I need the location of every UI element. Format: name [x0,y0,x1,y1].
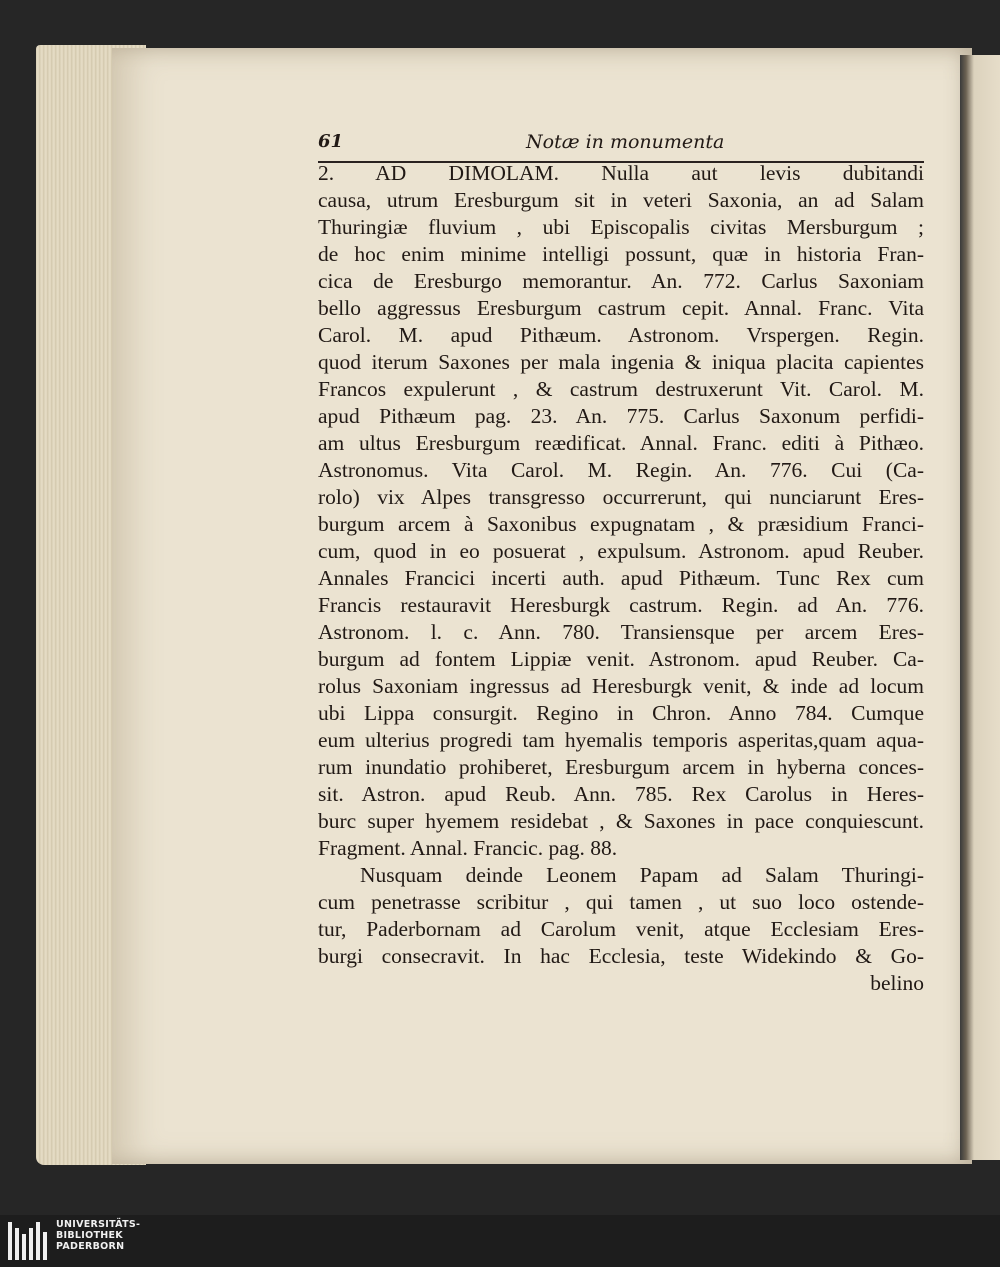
text-line: burc super hyemem residebat , & Saxones in pace conquiescunt. [318,809,924,833]
footer-bar [0,1215,1000,1267]
body-text [318,160,924,997]
facing-page-edge [960,55,1000,1160]
text-line: 2. AD DIMOLAM. Nulla aut levis dubitandi [318,161,924,185]
text-line: Annales Francici incerti auth. apud Pithæum. Tunc Rex cum [318,566,924,590]
text-line: Astronomus. Vita Carol. M. Regin. An. 776. Cui (Ca- [318,458,924,482]
page-number: 61 [318,131,344,152]
text-line: tur, Paderbornam ad Carolum venit, atque Ecclesiam Eres- [318,917,924,941]
text-line: apud Pithæum pag. 23. An. 775. Carlus Saxonum perfidi- [318,404,924,428]
text-line: eum ulterius progredi tam hyemalis temporis asperitas,quam aqua- [318,728,924,752]
logo-line: UNIVERSITÄTS- [56,1219,141,1230]
running-head: Notæ in monumenta [526,131,725,153]
text-line: Nusquam deinde Leonem Papam ad Salam Thuringi- [360,863,924,887]
text-line: causa, utrum Eresburgum sit in veteri Saxonia, an ad Salam [318,188,924,212]
text-line: ubi Lippa consurgit. Regino in Chron. Anno 784. Cumque [318,701,924,725]
text-line: Fragment. Annal. Francic. pag. 88. [318,836,618,860]
text-line: Thuringiæ fluvium , ubi Episcopalis civitas Mersburgum ; [318,215,924,239]
library-logo-text [56,1219,140,1252]
text-line: cum penetrasse scribitur , qui tamen , ut suo loco ostende- [318,890,924,914]
text-line: bello aggressus Eresburgum castrum cepit. Annal. Franc. Vita [318,296,924,320]
text-line: cum, quod in eo posuerat , expulsum. Astronom. apud Reuber. [318,539,924,563]
catchword: belino [870,971,924,995]
logo-line: BIBLIOTHEK [56,1230,123,1241]
text-line: quod iterum Saxones per mala ingenia & iniqua placita capientes [318,350,924,374]
text-line: de hoc enim minime intelligi possunt, quæ in historia Fran- [318,242,924,266]
text-line: cica de Eresburgo memorantur. An. 772. Carlus Saxoniam [318,269,924,293]
text-line: Francis restauravit Heresburgk castrum. Regin. ad An. 776. [318,593,924,617]
text-line: rum inundatio prohiberet, Eresburgum arcem in hyberna conces- [318,755,924,779]
text-line: rolo) vix Alpes transgresso occurrerunt, qui nunciarunt Eres- [318,485,924,509]
text-line: Francos expulerunt , & castrum destruxerunt Vit. Carol. M. [318,377,924,401]
text-line: rolus Saxoniam ingressus ad Heresburgk venit, & inde ad locum [318,674,924,698]
logo-line: PADERBORN [56,1241,125,1252]
text-line: burgum ad fontem Lippiæ venit. Astronom. apud Reuber. Ca- [318,647,924,671]
text-line: sit. Astron. apud Reub. Ann. 785. Rex Carolus in Heres- [318,782,924,806]
text-line: Astronom. l. c. Ann. 780. Transiensque per arcem Eres- [318,620,924,644]
page-header [318,131,924,163]
text-line: Carol. M. apud Pithæum. Astronom. Vrspergen. Regin. [318,323,924,347]
text-line: am ultus Eresburgum reædificat. Annal. Franc. editi à Pithæo. [318,431,924,455]
text-line: burgum arcem à Saxonibus expugnatam , & præsidium Franci- [318,512,924,536]
text-line: burgi consecravit. In hac Ecclesia, teste Widekindo & Go- [318,944,924,968]
library-logo-icon [8,1222,48,1260]
